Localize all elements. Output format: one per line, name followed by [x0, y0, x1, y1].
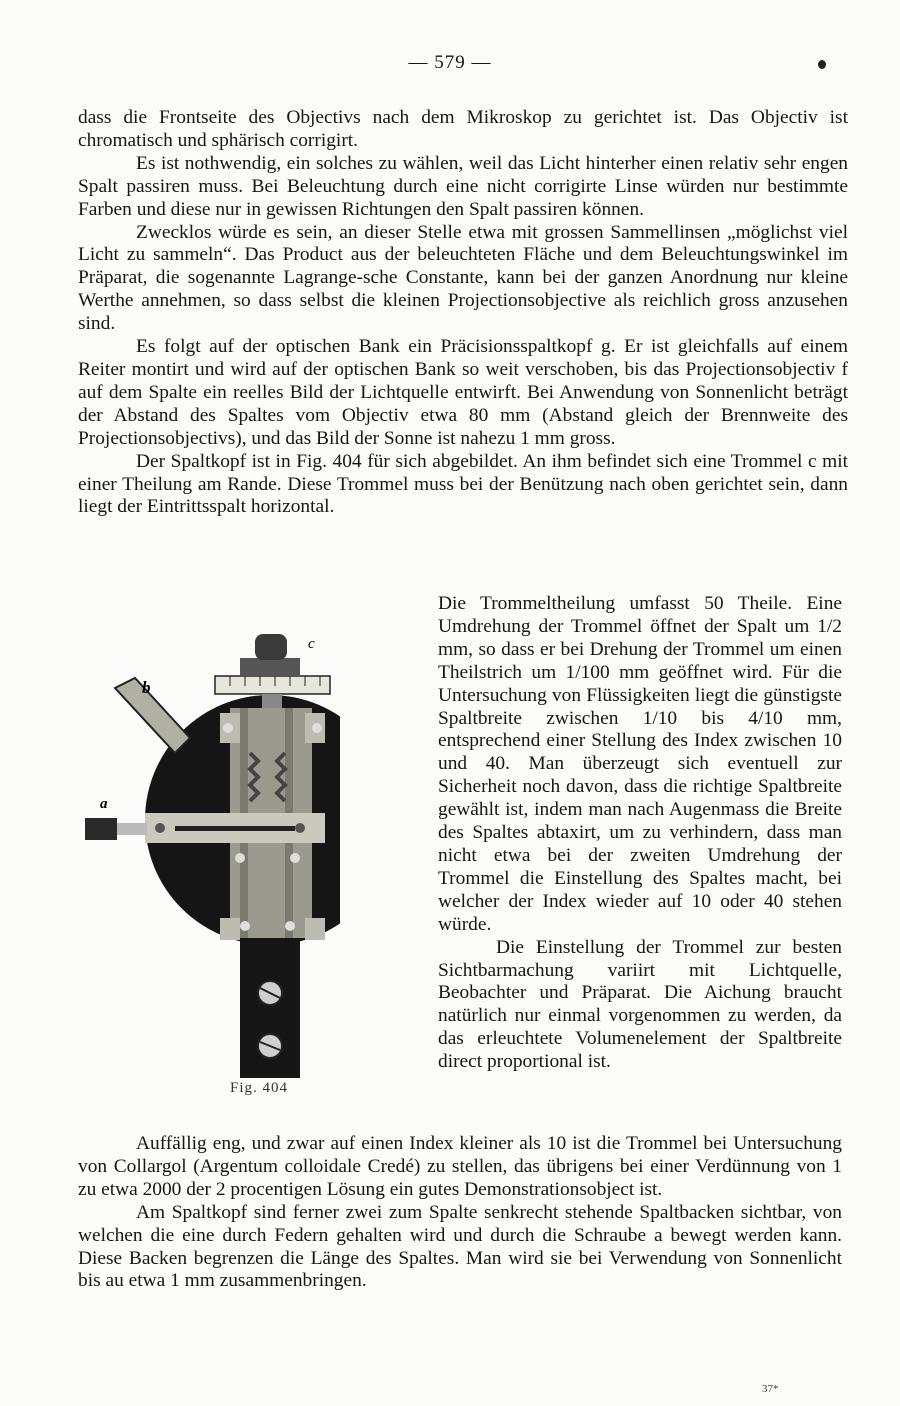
paragraph: Es ist nothwendig, ein solches zu wählen, weil das Licht hinterher einen relativ sehr engen Spalt passiren muss. Bei Beleuchtung durch eine nicht corrigirte Linse würden nur bestimmte Farben und diese nur in gewissen Richtungen den Spalt passiren können. [78, 152, 848, 220]
bottom-text-block [78, 1133, 842, 1293]
ink-dot [818, 60, 826, 69]
paragraph: Die Trommeltheilung umfasst 50 Theile. Eine Umdrehung der Trommel öffnet der Spalt um 1/2 mm, so dass er bei Drehung der Trommel um einen Theilstrich um 1/100 mm geöffnet wird. Für die Untersuchung von Flüssigkeiten liegt die günstigste Spaltbreite zwischen 1/10 bis 4/10 mm, entsprechend einer Stellung des Index zwischen 10 und 40. Man überzeugt sich eventuell zur Sicherheit noch davon, dass die richtige Spaltbreite gewählt ist, indem man nach Augenmass die Breite des Spaltes abtaxirt, um zu verhindern, dass man nicht etwa bei der zweiten Umdrehung der Trommel die Einstellung des Spaltes macht, bei welcher der Index wieder auf 10 oder 40 stehen würde. [438, 593, 842, 935]
figure-spaltkopf [80, 628, 340, 1088]
paragraph: Am Spaltkopf sind ferner zwei zum Spalte senkrecht stehende Spaltbacken sichtbar, von welchen die eine durch Federn gehalten wird und durch die Schraube a bewegt werden kann. Diese Backen begrenzen die Länge des Spaltes. Man wird sie bei Verwendung von Sonnenlicht bis au etwa 1 mm zusammenbringen. [78, 1201, 842, 1292]
figure-label-c: c [308, 636, 315, 652]
paragraph: Zwecklos würde es sein, an dieser Stelle etwa mit grossen Sammellinsen „möglichst viel Licht zu sammeln“. Das Product aus der beleuchteten Fläche und dem Beleuchtungswinkel im Präparat, die sogenannte Lagrange-sche Constante, kann bei der ganzen Anordnung nur kleine Werthe annehmen, so dass selbst die kleinen Projectionsobjective als reichlich gross anzusehen sind. [78, 221, 848, 335]
figure-label-a: a [100, 796, 108, 812]
top-text-block [78, 107, 848, 519]
signature-mark: 37* [762, 1383, 779, 1395]
paragraph: Es folgt auf der optischen Bank ein Präcisionsspaltkopf g. Er ist gleichfalls auf einem Reiter montirt und wird auf der optischen Bank so weit verschoben, bis das Projectionsobjectiv f auf dem Spalte ein reelles Bild der Lichtquelle entwirft. Bei Anwendung von Sonnenlicht beträgt der Abstand des Spaltes vom Objectiv etwa 80 mm (Abstand gleich der Brennweite des Projectionsobjectivs), und das Bild der Sonne ist nahezu 1 mm gross. [78, 336, 848, 449]
paragraph: Auffällig eng, und zwar auf einen Index kleiner als 10 ist die Trommel bei Untersuchung von Collargol (Argentum colloidale Credé) zu stellen, das übrigens bei einer Verdünnung von 1 zu etwa 2000 der 2 procentigen Lösung ein gutes Demonstrationsobject ist. [78, 1133, 842, 1200]
slit-head-illustration [80, 628, 340, 1088]
paragraph: dass die Frontseite des Objectivs nach dem Mikroskop zu gerichtet ist. Das Objectiv ist chromatisch und sphärisch corrigirt. [78, 107, 848, 151]
right-text-block [438, 593, 842, 1074]
figure-label-b: b [142, 678, 151, 697]
paragraph: Der Spaltkopf ist in Fig. 404 für sich abgebildet. An ihm befindet sich eine Trommel c mit einer Theilung am Rande. Diese Trommel muss bei der Benützung nach oben gerichtet sein, dann liegt der Eintrittsspalt horizontal. [78, 450, 848, 518]
paragraph: Die Einstellung der Trommel zur besten Sichtbarmachung variirt mit Lichtquelle, Beobachter und Präparat. Die Aichung braucht natürlich nur einmal vorgenommen zu werden, da das erleuchtete Volumenelement der Spaltbreite direct proportional ist. [438, 936, 842, 1073]
figure-caption: Fig. 404 [230, 1080, 289, 1096]
page-number: — 579 — [408, 52, 492, 73]
